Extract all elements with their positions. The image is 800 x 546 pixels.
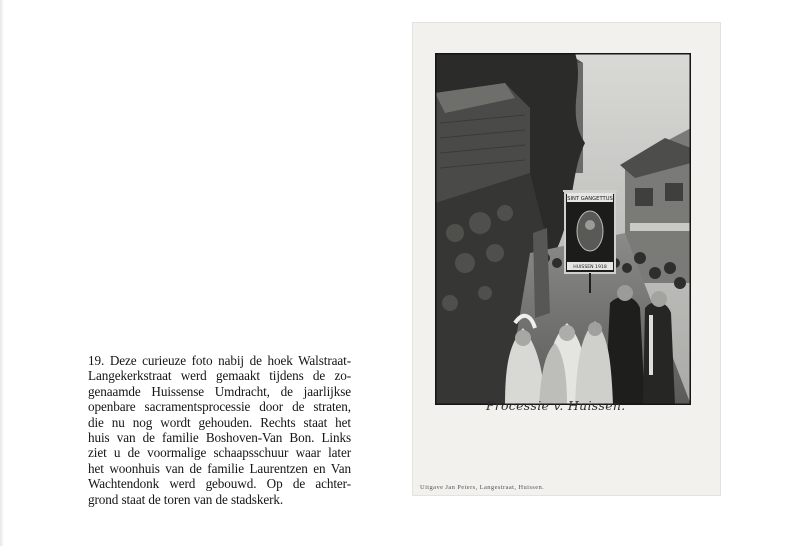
caption-line: het woonhuis van de familie Laurentzen en Van <box>88 460 351 476</box>
caption-line: grond staat de toren van de stadskerk. <box>88 491 284 507</box>
page-edge-shadow <box>0 0 4 546</box>
banner-bottom-text: HUISSEN 1918 <box>573 265 607 270</box>
photo-caption-text <box>88 353 351 507</box>
caption-line: Langekerkstraat werd gemaakt tijdens de zo- <box>88 368 351 384</box>
caption-line: Wachtendonk werd gebouwd. Op de achter- <box>88 476 351 492</box>
caption-line: genaamde Huissense Umdracht, de jaarlijkse <box>88 383 351 399</box>
postcard-publisher: Uitgave Jan Peters, Langestraat, Huissen. <box>420 484 545 491</box>
procession-photo <box>435 53 691 405</box>
caption-line: huis van de familie Boshoven-Van Bon. Links <box>88 430 351 446</box>
caption-line: die nu nog wordt gehouden. Rechts staat het <box>88 414 351 430</box>
caption-line: 19. Deze curieuze foto nabij de hoek Walstraat- <box>88 353 351 368</box>
banner-top-text: SINT GANGETTUS <box>567 196 613 202</box>
caption-line: openbare sacramentsprocessie door de straten, <box>88 399 351 415</box>
postcard-title: Processie v. Huissen. <box>486 398 626 413</box>
procession-photo-illustration <box>435 53 691 405</box>
caption-line: ziet u de voormalige schaapsschuur waar later <box>88 445 351 461</box>
